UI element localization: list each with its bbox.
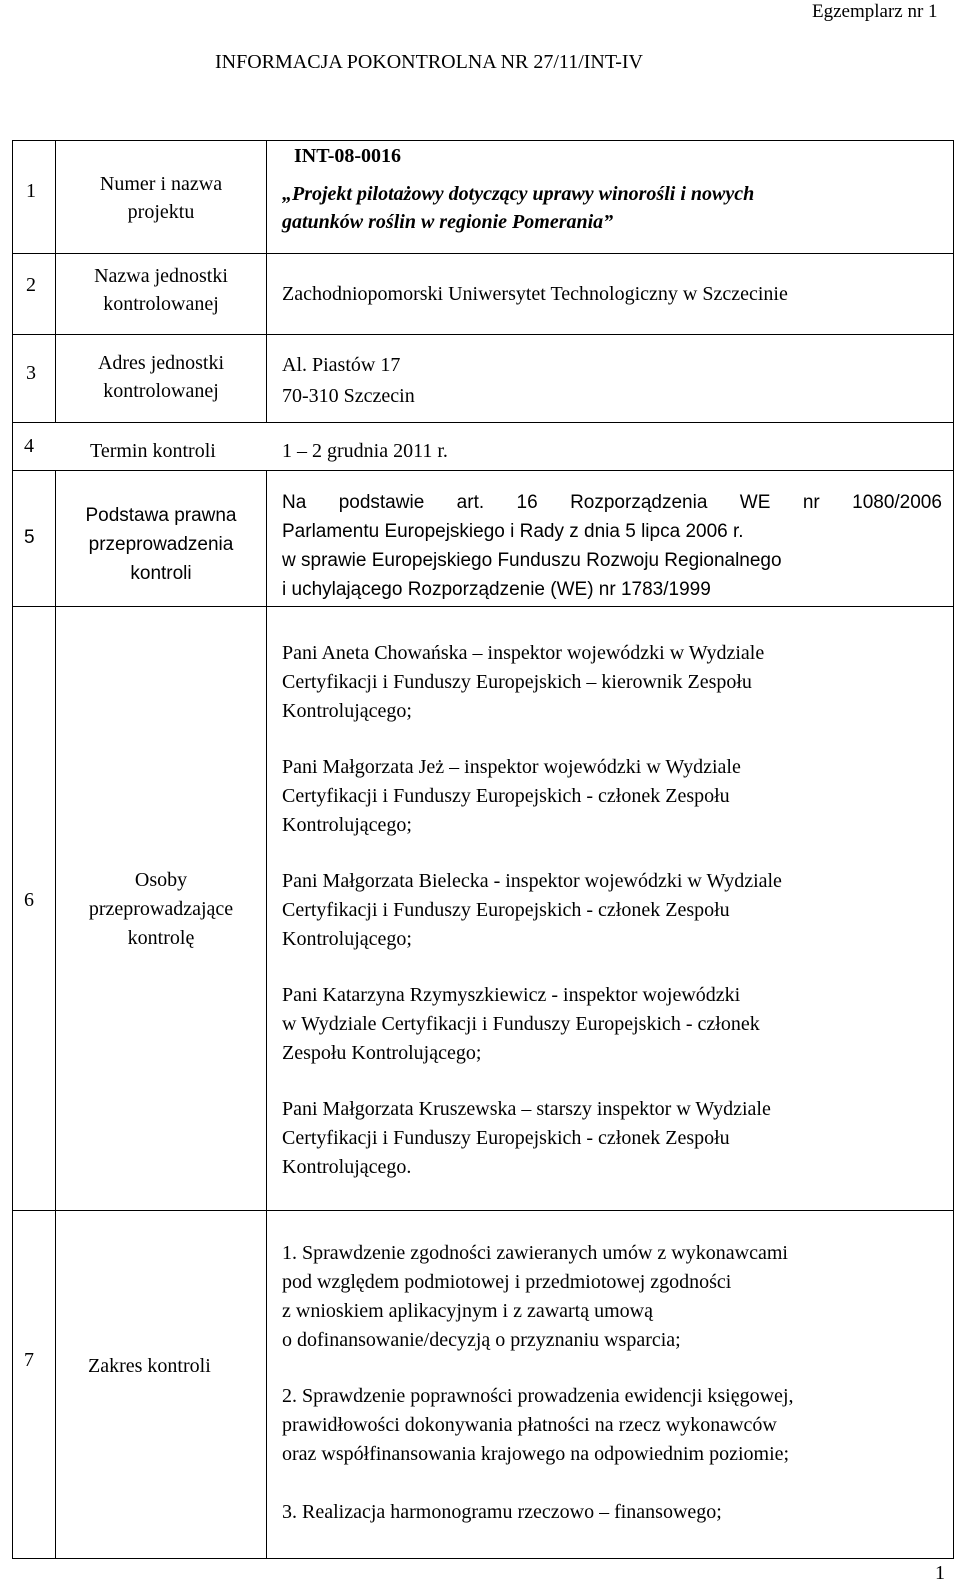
project-name: „Projekt pilotażowy dotyczący uprawy winorośli i nowych gatunków roślin w regionie Pomerania” [282,183,755,233]
row-label-control-date: Termin kontroli [90,440,216,462]
scope-item: 2. Sprawdzenie poprawności prowadzenia ewidencji księgowej, prawidłowości dokonywania płatności na rzecz wykonawców oraz współfinansowania krajowego na odpowiednim poziomie; [282,1385,794,1465]
row-label-project: Numer i nazwa projektu [99,173,223,223]
row-number: 3 [26,362,36,384]
unit-address: Al. Piastów 17 70-310 Szczecin [282,354,415,407]
inspector-entry: Pani Katarzyna Rzymyszkiewicz - inspektor wojewódzki w Wydziale Certyfikacji i Funduszy Europejskich - członek Zespołu Kontrolującego; [282,984,760,1064]
scope-item: 3. Realizacja harmonogramu rzeczowo – finansowego; [282,1501,722,1523]
row-label-inspectors: Osoby przeprowadzające kontrolę [88,869,234,949]
inspector-entry: Pani Aneta Chowańska – inspektor wojewódzki w Wydziale Certyfikacji i Funduszy Europejskich – kierownik Zespołu Kontrolującego; [282,642,765,722]
row-number: 4 [24,435,34,457]
row-number: 6 [24,889,34,911]
legal-basis: Na podstawie art. 16 Rozporządzenia WE nr 1080/2006 Parlamentu Europejskiego i Rady z dnia 5 lipca 2006 r. w sprawie Europejskiego Funduszu Rozwoju Regionalnego i uchylającego Rozporządzenie (WE) nr 1783/1999 [282,492,942,600]
inspector-entry: Pani Małgorzata Jeż – inspektor wojewódzki w Wydziale Certyfikacji i Funduszy Europejskich - członek Zespołu Kontrolującego; [282,756,741,836]
scope-item: 1. Sprawdzenie zgodności zawieranych umów z wykonawcami pod względem podmiotowej i przedmiotowej zgodności z wnioskiem aplikacyjnym i z zawartą umową o dofinansowanie/decyzją o przyznaniu wsparcia; [282,1242,788,1351]
row-number: 5 [24,527,35,548]
inspector-entry: Pani Małgorzata Bielecka - inspektor wojewódzki w Wydziale Certyfikacji i Funduszy Europejskich - członek Zespołu Kontrolującego; [282,870,782,950]
page-title: INFORMACJA POKONTROLNA NR 27/11/INT-IV [215,51,643,73]
control-date: 1 – 2 grudnia 2011 r. [282,440,448,462]
row-label-unit-address: Adres jednostki kontrolowanej [97,352,225,402]
row-number: 1 [26,180,36,202]
row-number: 7 [24,1349,34,1371]
row-label-legal-basis: Podstawa prawna przeprowadzenia kontroli [85,505,237,584]
inspector-entry: Pani Małgorzata Kruszewska – starszy inspektor w Wydziale Certyfikacji i Funduszy Europejskich - członek Zespołu Kontrolującego. [282,1098,771,1178]
unit-name: Zachodniopomorski Uniwersytet Technologiczny w Szczecinie [282,283,788,305]
page-number: 1 [935,1562,945,1584]
row-number: 2 [26,274,36,296]
row-label-unit-name: Nazwa jednostki kontrolowanej [94,265,228,315]
row-label-scope: Zakres kontroli [88,1355,211,1377]
copy-label: Egzemplarz nr 1 [812,1,938,22]
project-code: INT-08-0016 [294,145,402,167]
